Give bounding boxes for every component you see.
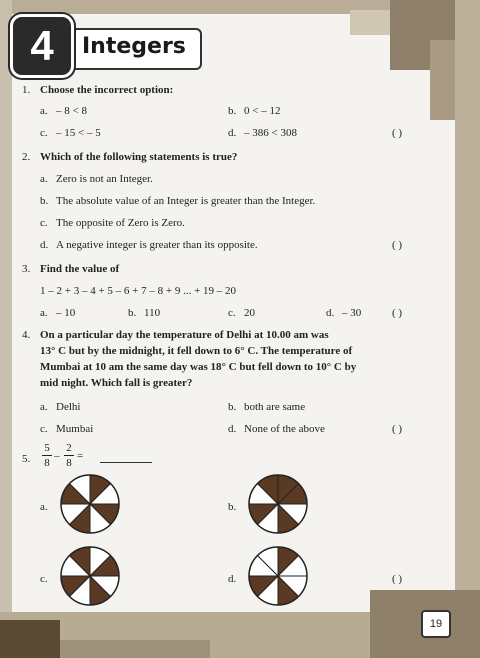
option-text: Delhi — [56, 401, 81, 413]
option-label: b. — [228, 105, 237, 117]
camo-patch — [0, 620, 60, 658]
question-text-line: mid night. Which fall is greater? — [40, 377, 193, 389]
answer-box[interactable]: ( ) — [392, 423, 403, 435]
option-text: A negative integer is greater than its opposite. — [56, 239, 258, 251]
option-text: 110 — [144, 307, 161, 319]
question-text-line: On a particular day the temperature of Delhi at 10.00 am was — [40, 329, 329, 341]
chapter-number-badge — [10, 14, 74, 78]
option-text: 20 — [244, 307, 255, 319]
question-number: 5. — [22, 453, 31, 465]
option-text: The absolute value of an Integer is greater than the Integer. — [56, 195, 316, 207]
answer-box[interactable]: ( ) — [392, 239, 403, 251]
equals-sign: = — [77, 450, 84, 462]
option-label: a. — [40, 501, 48, 513]
minus-sign: – — [54, 450, 60, 462]
option-label: d. — [228, 423, 237, 435]
option-text: – 30 — [342, 307, 362, 319]
option-text: – 8 < 8 — [56, 105, 87, 117]
fraction-numerator: 5 — [44, 442, 50, 454]
answer-box[interactable]: ( ) — [392, 127, 403, 139]
fraction-circle-a — [58, 472, 122, 536]
option-label: a. — [40, 401, 48, 413]
option-label: d. — [228, 573, 237, 585]
option-label: b. — [228, 401, 237, 413]
chapter-title: Integers — [82, 34, 186, 59]
option-text: The opposite of Zero is Zero. — [56, 217, 185, 229]
option-text: – 386 < 308 — [244, 127, 297, 139]
option-text: Zero is not an Integer. — [56, 173, 153, 185]
fraction-circle-d — [246, 544, 310, 608]
question-text-line: 13° C but by the midnight, it fell down to 6° C. The temperature of — [40, 345, 353, 357]
option-label: c. — [40, 127, 48, 139]
answer-box[interactable]: ( ) — [392, 307, 403, 319]
option-label: b. — [228, 501, 237, 513]
fraction-bar — [64, 455, 74, 456]
option-text: Mumbai — [56, 423, 94, 435]
fraction-circle-c — [58, 544, 122, 608]
option-label: b. — [40, 195, 49, 207]
fraction — [64, 442, 74, 469]
fraction — [42, 442, 52, 469]
fraction-denominator: 8 — [44, 457, 50, 469]
option-label: a. — [40, 173, 48, 185]
fraction-bar — [42, 455, 52, 456]
option-text: – 15 < – 5 — [56, 127, 101, 139]
option-text: 0 < – 12 — [244, 105, 281, 117]
camo-patch — [350, 10, 390, 35]
option-label: c. — [228, 307, 236, 319]
camo-patch — [60, 640, 210, 658]
question-text: Which of the following statements is true? — [40, 151, 238, 163]
question-text-line: Mumbai at 10 am the same day was 18° C but fell down to 10° C by — [40, 361, 357, 373]
question-number: 1. — [22, 84, 31, 96]
option-label: a. — [40, 105, 48, 117]
question-text: Choose the incorrect option: — [40, 84, 174, 96]
option-text: both are same — [244, 401, 306, 413]
fraction-circle-b — [246, 472, 310, 536]
camo-patch — [0, 0, 12, 658]
question-number: 2. — [22, 151, 31, 163]
question-number: 3. — [22, 263, 31, 275]
option-label: d. — [228, 127, 237, 139]
fraction-denominator: 8 — [66, 457, 72, 469]
page-number: 19 — [421, 610, 451, 638]
camo-patch — [455, 0, 480, 658]
option-label: c. — [40, 423, 48, 435]
option-text: – 10 — [56, 307, 76, 319]
fraction-numerator: 2 — [66, 442, 72, 454]
expression: 1 – 2 + 3 – 4 + 5 – 6 + 7 – 8 + 9 ... + 19 – 20 — [40, 285, 237, 297]
option-label: c. — [40, 573, 48, 585]
option-label: d. — [40, 239, 49, 251]
option-label: b. — [128, 307, 137, 319]
chapter-number: 4 — [30, 22, 54, 69]
option-label: a. — [40, 307, 48, 319]
chapter-title-box — [58, 28, 202, 70]
question-text: Find the value of — [40, 263, 120, 275]
option-label: c. — [40, 217, 48, 229]
question-number: 4. — [22, 329, 31, 341]
option-label: d. — [326, 307, 335, 319]
option-text: None of the above — [244, 423, 325, 435]
answer-blank[interactable] — [100, 462, 152, 463]
answer-box[interactable]: ( ) — [392, 573, 403, 585]
